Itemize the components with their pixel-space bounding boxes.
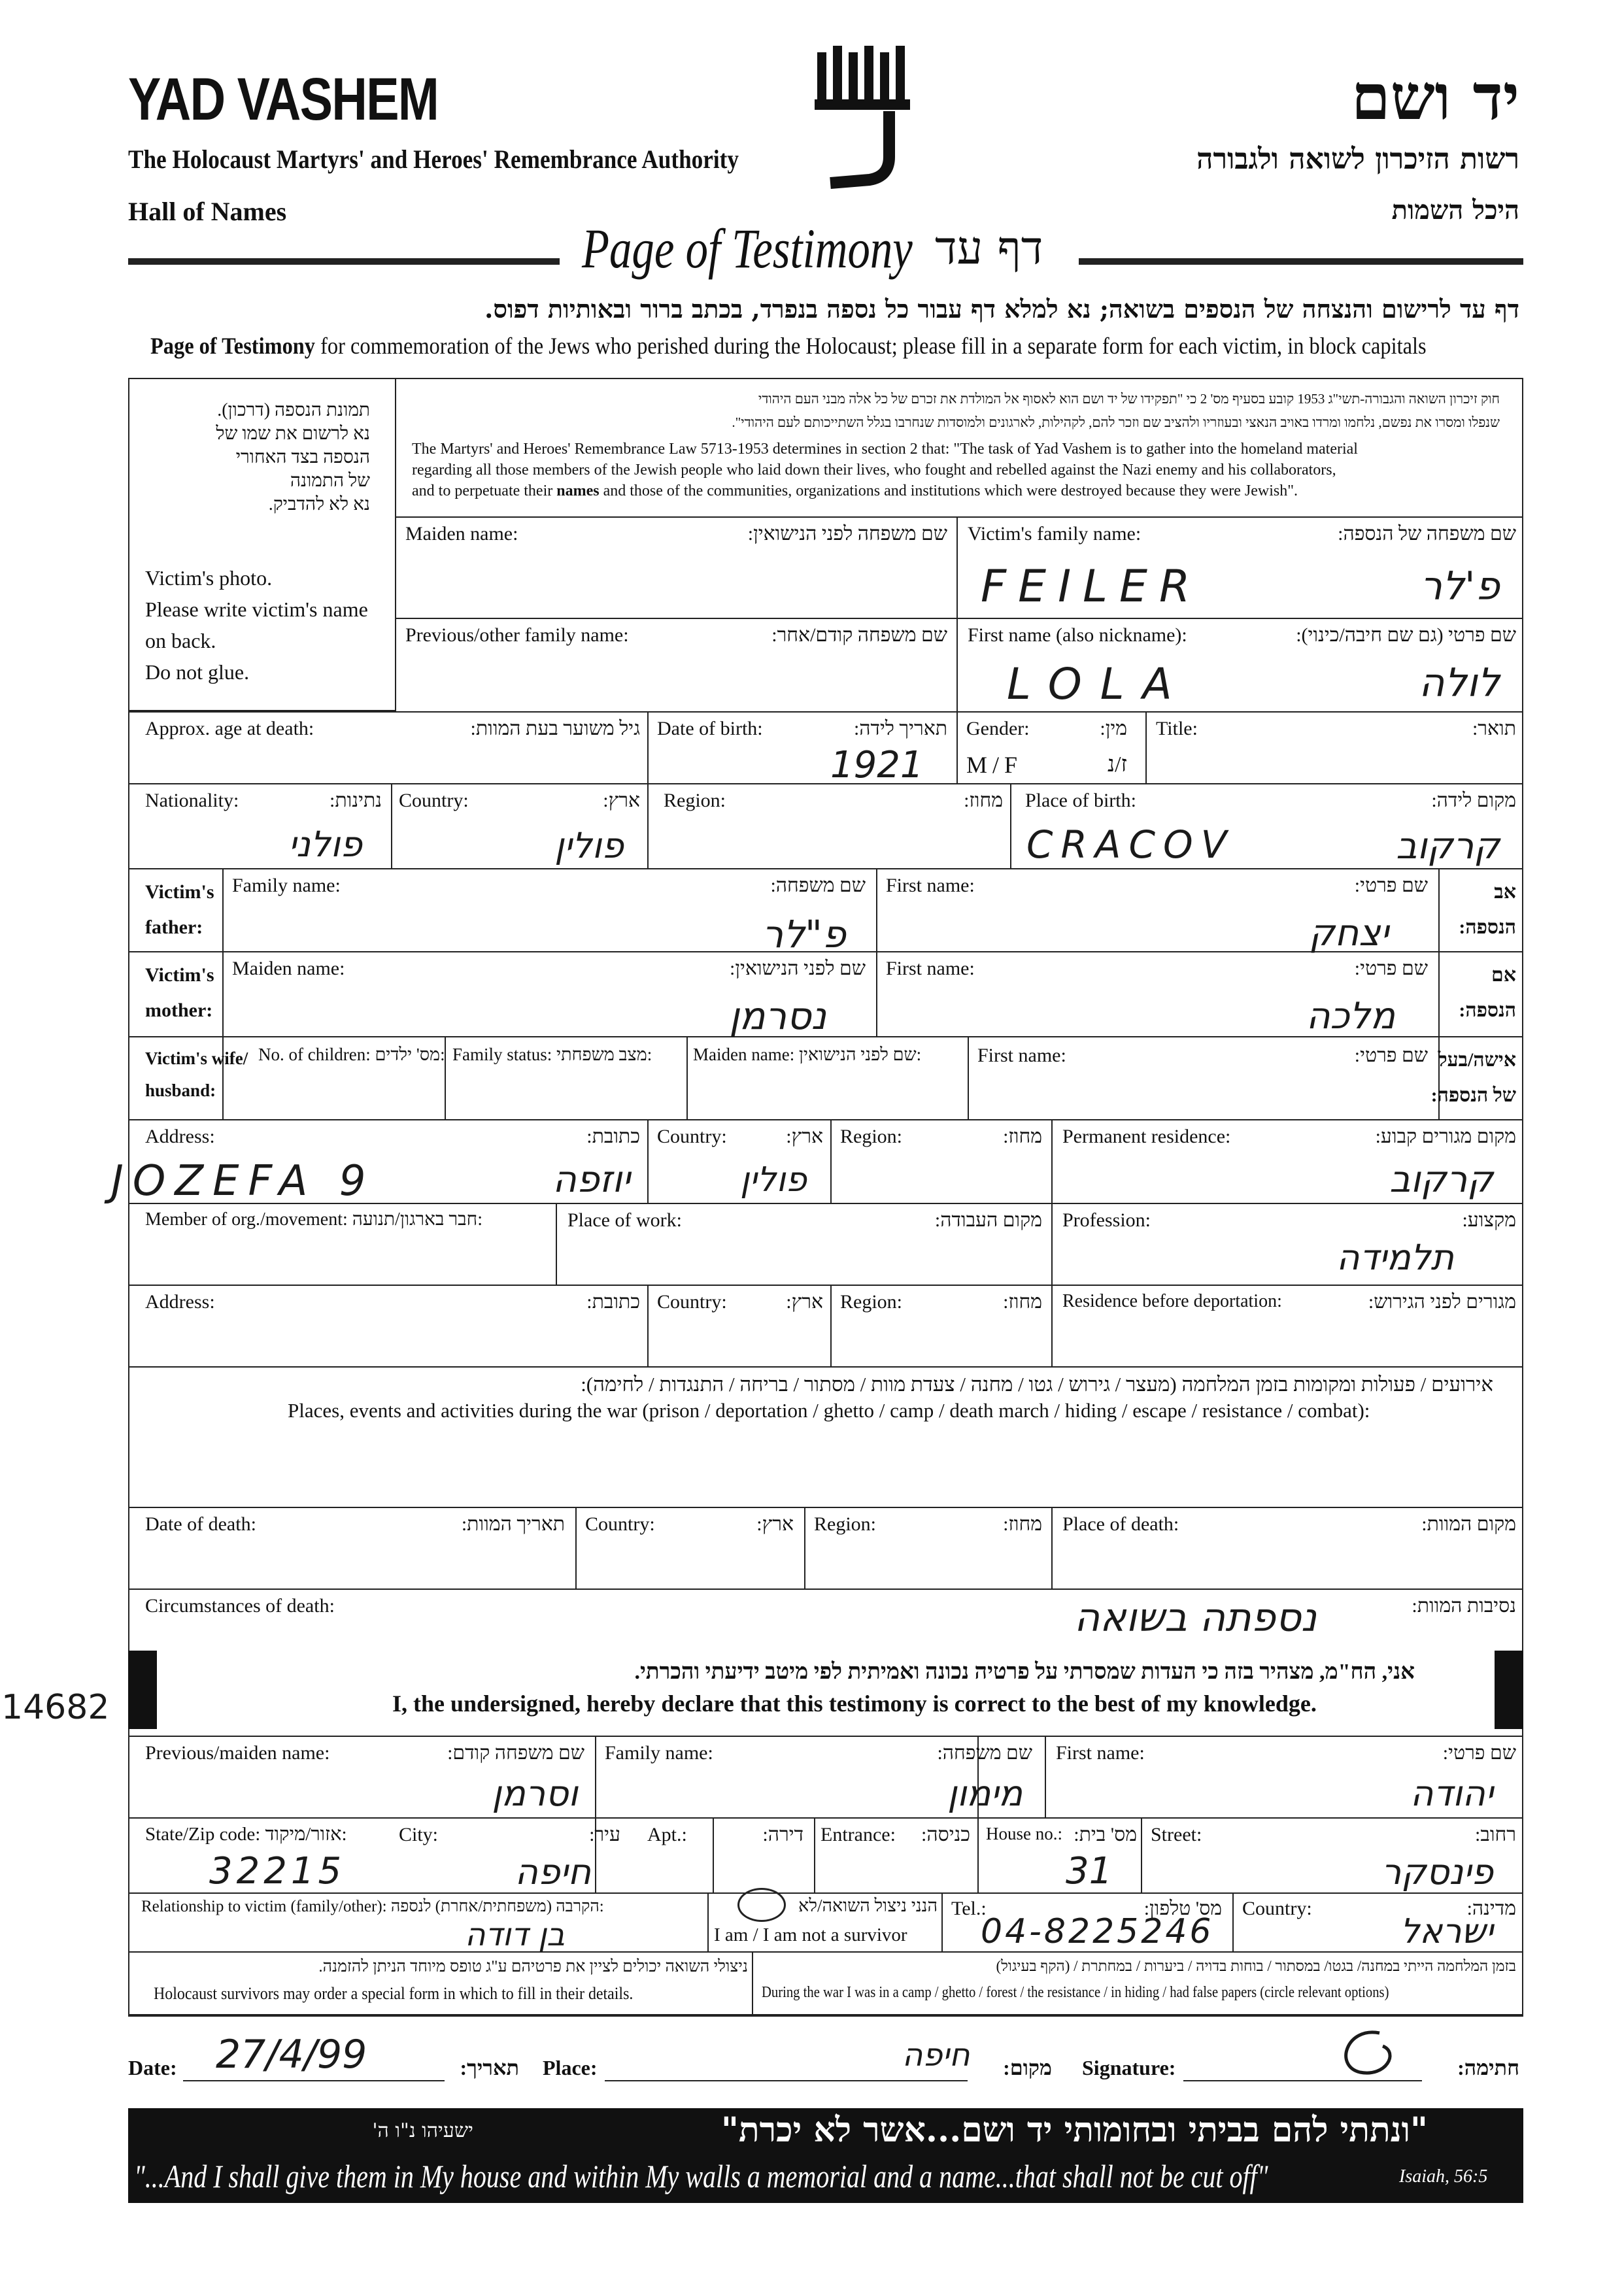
member-org-label-en: Member of org./movement:: [145, 1209, 348, 1230]
col-line: [1045, 1736, 1046, 1817]
father-label-he-2: הנספה:: [1459, 916, 1516, 938]
title-en: Page of Testimony: [582, 217, 913, 280]
city-value[interactable]: חיפה: [515, 1851, 591, 1892]
submitter-prev-name-label: Previous/maiden name:: [145, 1742, 330, 1764]
col-line: [956, 516, 958, 711]
mother-label-en-1: Victim's: [145, 964, 214, 986]
org-subtitle-en: The Holocaust Martyrs' and Heroes' Remembrance Authority: [128, 144, 739, 174]
family-status-label: [452, 1045, 652, 1065]
hall-of-names-en: Hall of Names: [128, 197, 287, 226]
war-status-en[interactable]: During the war I was in a camp / ghetto / forest / the resistance / in hiding / had false papers (circle relevant options): [762, 1984, 1389, 2001]
gender-label-he: מין:: [1100, 718, 1127, 739]
row-line: [128, 1736, 1523, 1737]
submitter-first-name-label-he: שם פרטי:: [1442, 1742, 1516, 1764]
address2-label: Address:: [145, 1291, 215, 1313]
father-family-name-label-he: שם משפחה:: [770, 875, 866, 896]
spouse-maiden-label: [693, 1045, 921, 1065]
city-label: City:: [399, 1824, 439, 1845]
col-line: [707, 1892, 709, 1951]
col-line: [1141, 1817, 1142, 1892]
date-of-death-label-he: תאריך המוות:: [461, 1513, 565, 1535]
profession-label: Profession:: [1062, 1209, 1151, 1231]
mother-maiden-name-label-he: שם לפני הנישואין:: [730, 958, 866, 979]
row-line: [128, 1366, 1523, 1368]
spouse-label-he: [1431, 1043, 1516, 1113]
father-first-name-label-he: שם פרטי:: [1354, 875, 1428, 896]
col-line: [1145, 711, 1147, 783]
footer-signature-label-he: חתימה:: [1457, 2056, 1519, 2079]
entrance-label: Entrance:: [820, 1824, 896, 1845]
spouse-label-he-1: אישה/בעל: [1438, 1049, 1516, 1071]
victim-family-name-label: Victim's family name:: [968, 523, 1142, 545]
col-line: [647, 1119, 649, 1203]
submitter-prev-name-value[interactable]: וסרמן: [492, 1773, 578, 1814]
mother-label-he: [1459, 958, 1516, 1028]
col-line: [391, 783, 392, 868]
mother-first-name-label-he: שם פרטי:: [1354, 958, 1428, 979]
law-text-en-3c: and those of the communities, organizations and institutions which were destroyed because they were Jewish".: [603, 482, 1298, 499]
address-value[interactable]: JOZEFA 9: [111, 1157, 375, 1205]
address-country-label: Country:: [657, 1126, 727, 1147]
events-label-en: Places, events and activities during the war (prison / deportation / ghetto / camp / death march / hiding / escape / resistance / combat):: [288, 1399, 1370, 1422]
col-line: [575, 1507, 577, 1588]
col-line: [686, 1036, 688, 1119]
org-subtitle-he: רשות הזיכרון לשואה ולגבורה: [1196, 143, 1519, 176]
hall-of-names-he: היכל השמות: [1391, 195, 1519, 226]
quote-en: "...And I shall give them in My house and within My walls a memorial and a name...that shall not be cut off": [134, 2158, 1268, 2194]
submitter-family-name-value[interactable]: מימון: [947, 1773, 1023, 1814]
footer-place-label: Place:: [543, 2056, 598, 2079]
place-of-death-label: Place of death:: [1062, 1513, 1179, 1535]
instruction-en-bold: Page of Testimony: [150, 333, 316, 359]
footer-date-label-he: תאריך:: [460, 2056, 519, 2079]
law-text-en-3: [412, 482, 1298, 501]
col-line: [1051, 1285, 1053, 1366]
submitter-first-name-label: First name:: [1056, 1742, 1145, 1764]
date-of-birth-label-he: תאריך לידה:: [853, 718, 947, 739]
residence-before-deportation-label: Residence before deportation:: [1062, 1291, 1282, 1311]
apt-label: Apt.:: [647, 1824, 687, 1845]
declaration-bar-right: [1495, 1651, 1523, 1729]
street-label-he: רחוב:: [1475, 1824, 1516, 1845]
father-first-name-label: First name:: [886, 875, 975, 896]
maiden-name-label-he: שם משפחה לפני הנישואין:: [747, 523, 947, 545]
law-text-en-1: The Martyrs' and Heroes' Remembrance Law 5713-1953 determines in section 2 that: "The task of Yad Vashem is to gather into the homeland material: [412, 441, 1358, 458]
row-line: [128, 783, 1523, 784]
father-label-en-1: Victim's: [145, 881, 214, 903]
events-label-he: אירועים / פעולות ומקומות בזמן המלחמה (מעצר / גירוש / גטו / מחנה / צעדת מוות / מסתור / בריחה / התנגדות / לחימה):: [581, 1373, 1493, 1396]
col-line: [713, 1817, 714, 1892]
col-line: [876, 868, 877, 1036]
death-country-label: Country:: [585, 1513, 655, 1535]
tel-value[interactable]: 04-8225246: [981, 1912, 1214, 1951]
archive-number: 14682: [1, 1688, 110, 1727]
house-no-label: House no.:: [986, 1824, 1062, 1843]
spouse-label-en-1: Victim's wife/: [145, 1049, 248, 1068]
col-line: [647, 1285, 649, 1366]
place-of-work-label-he: מקום העבודה:: [934, 1209, 1042, 1231]
spouse-first-name-label: First name:: [977, 1045, 1066, 1066]
col-line: [647, 711, 649, 783]
col-line: [556, 1203, 557, 1285]
col-line: [1051, 1203, 1053, 1285]
father-first-name-value[interactable]: יצחק: [1308, 912, 1389, 954]
nationality-label: Nationality:: [145, 790, 239, 811]
mother-maiden-name-value[interactable]: נסרמן: [729, 994, 826, 1038]
row-line: [128, 2015, 1523, 2017]
submitter-prev-name-label-he: שם משפחה קודם:: [447, 1742, 584, 1764]
col-line: [1232, 1892, 1234, 1951]
row-line: [128, 1285, 1523, 1286]
col-line: [595, 1736, 596, 1892]
address-region-label: Region:: [840, 1126, 902, 1147]
photo-note-en-3: on back.: [145, 629, 216, 652]
gender-options[interactable]: M/F: [966, 752, 1023, 778]
photo-note-en-2: Please write victim's name: [145, 597, 368, 621]
declaration-en: I, the undersigned, hereby declare that this testimony is correct to the best of my knowledge.: [392, 1690, 1317, 1717]
war-status-he: בזמן המלחמה הייתי במחנה/ בגטו/ במסתור / בוחות בדויה / ביערות / במחתרת / (הקף בעיגול): [996, 1958, 1516, 1974]
tel-label-he: מס' טלפון:: [1143, 1898, 1222, 1919]
col-line: [1010, 783, 1011, 868]
member-org-label-he: חבר בארגון/תנועה:: [352, 1209, 483, 1230]
instruction-en: [150, 332, 1427, 360]
mother-first-name-value[interactable]: מלכה: [1306, 995, 1395, 1037]
address2-country-label-he: ארץ:: [786, 1291, 823, 1313]
entrance-label-he: כניסה:: [921, 1824, 970, 1845]
footer-date-label: Date:: [128, 2056, 177, 2079]
mother-label-en: [145, 958, 214, 1028]
family-status-label-en: Family status:: [452, 1045, 552, 1064]
row-line: [128, 1817, 1523, 1819]
member-org-label: [145, 1209, 482, 1230]
law-text-he-2: שנפלו ומסרו את נפשם, נלחמו ומרדו באויב הנאצי ובעוזריו ולהציב שם וזכר להם, לקהילות, לארגונים ולמוסדות שנחרבו בגלל השתייכותם לעם היהודי".: [732, 414, 1500, 430]
col-line: [804, 1507, 805, 1588]
title-label: Title:: [1156, 718, 1198, 739]
row-line: [128, 1588, 1523, 1590]
father-label-en-2: father:: [145, 916, 203, 938]
mother-label-en-2: mother:: [145, 1000, 213, 1021]
death-region-label: Region:: [814, 1513, 876, 1535]
family-status-label-he: מצב משפחתי:: [556, 1045, 652, 1064]
address-label-he: כתובת:: [586, 1126, 640, 1147]
circumstances-of-death-label-he: נסיבות המוות:: [1412, 1595, 1516, 1617]
country-label: Country:: [399, 790, 469, 811]
victim-first-name-value[interactable]: LOLA: [1007, 659, 1191, 709]
mother-maiden-name-label: Maiden name:: [232, 958, 345, 979]
zip-label-en: State/Zip code:: [145, 1824, 261, 1845]
instruction-he: דף עד לרישום והנצחה של הנספים בשואה; נא למלא דף עבור כל נספה בנפרד, בכתב ברור ובאותיות דפוס.: [484, 294, 1519, 324]
place-of-birth-label-he: מקום לידה:: [1431, 790, 1516, 811]
father-label-he: [1459, 875, 1516, 945]
address-value-he[interactable]: יוזפה: [552, 1158, 630, 1201]
row-line: [128, 1119, 1523, 1120]
relationship-label: [141, 1898, 604, 1917]
place-of-birth-value-he[interactable]: קרקוב: [1396, 825, 1500, 867]
col-line: [941, 1892, 943, 1951]
relationship-label-he: הקרבה (משפחתית/אחרת) לנספה:: [390, 1898, 604, 1915]
submitter-first-name-value[interactable]: יהודה: [1410, 1773, 1493, 1814]
photo-note-en-1: Victim's photo.: [145, 566, 273, 590]
victim-first-name-value-he[interactable]: לולה: [1419, 660, 1500, 706]
footer-place-line: [605, 2080, 968, 2081]
children-label-he: מס' ילדים:: [375, 1045, 445, 1064]
spouse-label-en: [145, 1043, 248, 1106]
submitter-country-label: Country:: [1242, 1898, 1312, 1919]
nationality-value[interactable]: פולני: [288, 824, 362, 865]
spouse-maiden-label-he: שם לפני הנישואין:: [798, 1045, 922, 1064]
law-text-en-3a: and to perpetuate their: [412, 482, 553, 499]
address-country-value[interactable]: פולין: [740, 1160, 807, 1200]
photo-note-he-3: הנספה בצד האחורי: [235, 447, 370, 467]
footer-signature-label: Signature:: [1082, 2056, 1176, 2079]
col-line: [956, 711, 958, 783]
row-line: [128, 711, 1523, 713]
row-line: [396, 516, 1523, 518]
country-label-he: ארץ:: [603, 790, 640, 811]
permanent-residence-label: Permanent residence:: [1062, 1126, 1231, 1147]
photo-note-en-4: Do not glue.: [145, 660, 250, 684]
circumstances-of-death-label: Circumstances of death:: [145, 1595, 335, 1617]
org-name-he: יד ושם: [1351, 60, 1519, 134]
quote-he: "ונתתי להם בביתי ובחומותי יד ושם...אשר לא יכרת": [720, 2110, 1428, 2150]
submitter-country-label-he: מדינה:: [1466, 1898, 1516, 1919]
photo-note-he-1: תמונת הנספה (דרכון).: [217, 400, 370, 420]
row-line: [128, 1892, 1523, 1894]
street-label: Street:: [1151, 1824, 1202, 1845]
footer-date-line: [183, 2080, 445, 2081]
place-of-work-label: Place of work:: [567, 1209, 682, 1231]
place-of-death-label-he: מקום המוות:: [1421, 1513, 1516, 1535]
age-at-death-label: Approx. age at death:: [145, 718, 314, 739]
spouse-first-name-label-he: שם פרטי:: [1354, 1045, 1428, 1066]
region-label: Region:: [664, 790, 726, 811]
zip-label-he: אזור/מיקוד:: [265, 1824, 347, 1845]
photo-note-he-2: נא לרשום את שמו של: [216, 424, 370, 444]
spouse-label-en-2: husband:: [145, 1080, 216, 1100]
house-no-value[interactable]: 31: [1066, 1850, 1113, 1892]
law-text-en-3-bold: names: [556, 482, 600, 499]
permanent-residence-label-he: מקום מגורים קבוע:: [1375, 1126, 1516, 1147]
age-at-death-label-he: גיל משוער בעת המוות:: [470, 718, 640, 739]
first-name-label: First name (also nickname):: [968, 624, 1187, 646]
apt-label-he: דירה:: [762, 1824, 804, 1845]
survivor-note-he: ניצולי השואה יכולים לציין את פרטיהם ע"ג טופס מיוחד הניתן להזמנה.: [318, 1958, 748, 1975]
law-text-he-1: חוק זיכרון השואה והגבורה-תשי"ג 1953 קובע בסעיף מס' 2 כי "תפקידו של יד ושם הוא לאסוף אל המולדת את זכרם של כל אלה מבני העם היהודי: [758, 391, 1500, 407]
survivor-note-en: Holocaust survivors may order a special form in which to fill in their details.: [154, 1984, 634, 2003]
address2-country-label: Country:: [657, 1291, 727, 1313]
place-of-birth-label: Place of birth:: [1025, 790, 1136, 811]
col-line: [968, 1036, 969, 1119]
residence-before-deportation-label-he: מגורים לפני הגירוש:: [1368, 1291, 1516, 1313]
title-label-he: תואר:: [1472, 718, 1516, 739]
father-label-en: [145, 875, 214, 945]
address-region-label-he: מחוז:: [1003, 1126, 1042, 1147]
death-country-label-he: ארץ:: [756, 1513, 794, 1535]
previous-family-name-label: Previous/other family name:: [405, 624, 629, 646]
gender-options-he[interactable]: ז/נ: [1108, 752, 1127, 777]
gender-label: Gender:: [966, 718, 1030, 739]
org-name-en: YAD VASHEM: [128, 66, 439, 133]
spouse-label-he-2: של הנספה:: [1430, 1084, 1516, 1106]
col-line: [752, 1951, 753, 2015]
row-line: [128, 1951, 1523, 1953]
footer-place-value[interactable]: חיפה: [902, 2037, 970, 2074]
address2-region-label-he: מחוז:: [1003, 1291, 1042, 1313]
nationality-label-he: נתינות:: [330, 790, 382, 811]
address-label: Address:: [145, 1126, 215, 1147]
submitter-family-name-label: Family name:: [605, 1742, 713, 1764]
address2-region-label: Region:: [840, 1291, 902, 1313]
children-label: [258, 1045, 445, 1065]
profession-value[interactable]: תלמידה: [1336, 1237, 1454, 1278]
father-label-he-1: אב: [1494, 881, 1516, 903]
photo-note-he-5: נא לא להדביק.: [268, 494, 370, 514]
submitter-country-value[interactable]: ישראל: [1400, 1912, 1493, 1951]
victim-family-name-value-he[interactable]: פ'לר: [1420, 563, 1500, 609]
circumstances-of-death-value[interactable]: נספתה בשואה: [1074, 1595, 1317, 1641]
children-label-en: No. of children:: [258, 1045, 371, 1064]
photo-note-he-4: של התמונה: [290, 471, 370, 491]
relationship-label-en: Relationship to victim (family/other):: [141, 1898, 387, 1915]
spouse-maiden-label-en: Maiden name:: [693, 1045, 795, 1064]
title-rule-left: [128, 258, 560, 265]
relationship-value[interactable]: בן דודה: [465, 1917, 565, 1953]
mother-label-he-2: הנספה:: [1459, 1000, 1516, 1021]
survivor-label-he: הנני ניצול השואה/לא: [798, 1896, 938, 1915]
signature-mark[interactable]: [1321, 2026, 1412, 2085]
declaration-he: אני, הח"מ, מצהיר בזה כי העדות שמסרתי על פרטיה נכונה ואמיתית לפי מיטב ידיעתי והכרתי.: [634, 1660, 1415, 1684]
footer-place-label-he: מקום:: [1003, 2056, 1052, 2079]
instruction-en-rest: for commemoration of the Jews who perished during the Holocaust; please fill in a separate form for each victim, in block capitals: [320, 333, 1427, 359]
title-rule-right: [1079, 258, 1523, 265]
date-of-death-label: Date of death:: [145, 1513, 256, 1535]
quote-he-ref: ישעיהו נ"ו ה': [372, 2119, 473, 2142]
col-line: [647, 783, 649, 868]
zip-label: [145, 1824, 347, 1845]
row-line: [396, 618, 1523, 619]
date-of-birth-label: Date of birth:: [657, 718, 763, 739]
survivor-label-en[interactable]: I am / I am not a survivor: [714, 1925, 907, 1945]
street-value[interactable]: פינסקר: [1381, 1851, 1493, 1892]
previous-family-name-label-he: שם משפחה קודם/אחר:: [771, 624, 947, 646]
col-line: [1051, 1119, 1053, 1203]
date-of-birth-value[interactable]: 1921: [830, 744, 924, 786]
col-line: [814, 1817, 815, 1892]
region-label-he: מחוז:: [964, 790, 1003, 811]
yad-vashem-logo: [811, 46, 928, 209]
mother-first-name-label: First name:: [886, 958, 975, 979]
col-line: [830, 1285, 832, 1366]
submitter-family-name-label-he: שם משפחה:: [937, 1742, 1032, 1764]
declaration-bar-left: [128, 1651, 157, 1729]
quote-en-ref: Isaiah, 56:5: [1399, 2166, 1488, 2187]
address2-label-he: כתובת:: [586, 1291, 640, 1313]
permanent-residence-value[interactable]: קרקוב: [1389, 1158, 1493, 1201]
col-line: [1051, 1507, 1053, 1588]
law-text-en-2: regarding all those members of the Jewish people who laid down their lives, who fought and rebelled against the Nazi enemy and his collaborators,: [412, 462, 1336, 479]
death-region-label-he: מחוז:: [1003, 1513, 1042, 1535]
victim-family-name-value[interactable]: FEILER: [981, 561, 1202, 613]
victim-family-name-label-he: שם משפחה של הנספה:: [1338, 523, 1516, 545]
maiden-name-label: Maiden name:: [405, 523, 518, 545]
place-of-birth-value[interactable]: CRACOV: [1026, 822, 1235, 867]
title-he: דף עד: [935, 221, 1043, 275]
first-name-label-he: שם פרטי (גם שם חיבה/כינוי):: [1296, 624, 1516, 646]
father-family-name-value[interactable]: פ"לר: [762, 912, 846, 956]
survivor-circle: [737, 1888, 786, 1922]
father-family-name-label: Family name:: [232, 875, 341, 896]
zip-value[interactable]: 32215: [209, 1850, 346, 1892]
row-line: [128, 868, 1523, 869]
tel-label: Tel.:: [951, 1898, 987, 1919]
city-label-he: עיר:: [589, 1824, 620, 1845]
country-value[interactable]: פולין: [554, 825, 624, 866]
footer-date-value[interactable]: 27/4/99: [216, 2032, 367, 2077]
profession-label-he: מקצוע:: [1462, 1209, 1516, 1231]
col-line: [830, 1119, 832, 1203]
address-country-label-he: ארץ:: [786, 1126, 823, 1147]
house-no-label-he: מס' בית:: [1074, 1824, 1137, 1845]
row-line: [128, 1507, 1523, 1508]
mother-label-he-1: אם: [1491, 964, 1516, 986]
